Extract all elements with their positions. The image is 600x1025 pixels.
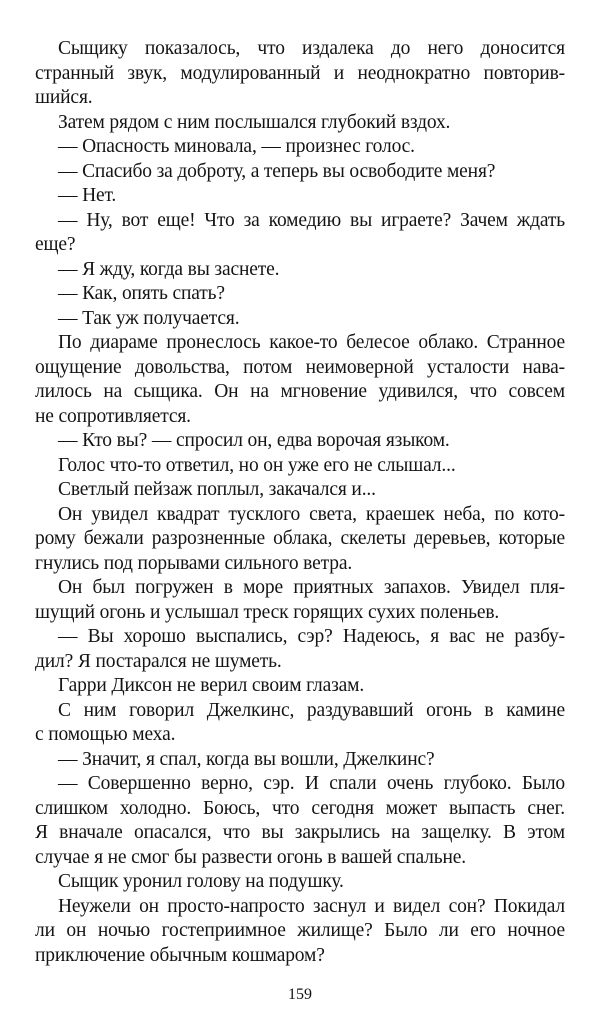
- text-line: — Совершенно верно, сэр. И спали очень глубоко. Было: [58, 773, 565, 794]
- text-line: — Значит, я спал, когда вы вошли, Джелкинс?: [58, 748, 435, 770]
- text-line: — Нет.: [58, 185, 117, 206]
- text-line: Сыщик уронил голову на подушку.: [58, 871, 344, 892]
- text-line: — Так уж получается.: [58, 307, 240, 329]
- text-line: приключение обычным кошмаром?: [35, 944, 325, 966]
- text-line: По диараме пронеслось какое-то белесое облако. Странное: [58, 332, 565, 353]
- text-line: слишком холодно. Боюсь, что сегодня может выпасть снег.: [35, 797, 565, 819]
- text-line: шущий огонь и услышал треск горящих сухих поленьев.: [35, 601, 500, 623]
- text-line: ли он ночью гостеприимное жилище? Было ли его ночное: [35, 920, 565, 941]
- text-line: Неужели он просто-напросто заснул и видел сон? Покидал: [58, 895, 565, 917]
- text-line: не сопротивляется.: [35, 405, 191, 427]
- text-line: — Спасибо за доброту, а теперь вы освободите меня?: [58, 160, 496, 182]
- text-line: Затем рядом с ним послышался глубокий вздох.: [58, 111, 451, 133]
- text-line: — Вы хорошо выспались, сэр? Надеюсь, я вас не разбу-: [58, 626, 565, 647]
- text-line: С ним говорил Джелкинс, раздувавший огонь в камине: [58, 699, 565, 721]
- page-body-text: [35, 37, 565, 968]
- text-line: еще?: [35, 234, 76, 255]
- text-line: — Кто вы? — спросил он, едва ворочая языком.: [58, 430, 450, 451]
- text-line: с помощью меха.: [35, 724, 176, 745]
- text-line: дил? Я постарался не шуметь.: [35, 650, 282, 672]
- text-line: — Я жду, когда вы заснете.: [58, 258, 280, 280]
- text-line: Он увидел квадрат тусклого света, краешек неба, по кото-: [58, 503, 565, 525]
- text-line: случае я не смог бы развести огонь в вашей спальне.: [35, 846, 467, 868]
- page-number: 159: [288, 986, 312, 1003]
- text-line: гнулись под порывами сильного ветра.: [35, 552, 353, 574]
- text-line: Он был погружен в море приятных запахов. Увидел пля-: [58, 577, 565, 598]
- text-line: ощущение довольства, потом неимоверной усталости нава-: [35, 356, 565, 378]
- text-line: лилось на сыщика. Он на мгновение удивился, что совсем: [35, 381, 565, 402]
- text-line: — Как, опять спать?: [58, 283, 225, 304]
- text-line: шийся.: [35, 87, 93, 108]
- text-line: Гарри Диксон не верил своим глазам.: [58, 675, 365, 696]
- text-line: странный звук, модулированный и неоднократно повторив-: [35, 62, 565, 84]
- text-line: Я вначале опасался, что вы закрылись на защелку. В этом: [35, 822, 565, 843]
- text-line: — Ну, вот еще! Что за комедию вы играете? Зачем ждать: [58, 209, 565, 231]
- text-line: Сыщику показалось, что издалека до него доносится: [58, 38, 565, 59]
- text-line: — Опасность миновала, — произнес голос.: [58, 136, 415, 157]
- text-line: Голос что-то ответил, но он уже его не слышал...: [58, 454, 456, 476]
- text-line: Светлый пейзаж поплыл, закачался и...: [58, 479, 376, 500]
- text-line: рому бежали разрозненные облака, скелеты деревьев, которые: [35, 528, 565, 549]
